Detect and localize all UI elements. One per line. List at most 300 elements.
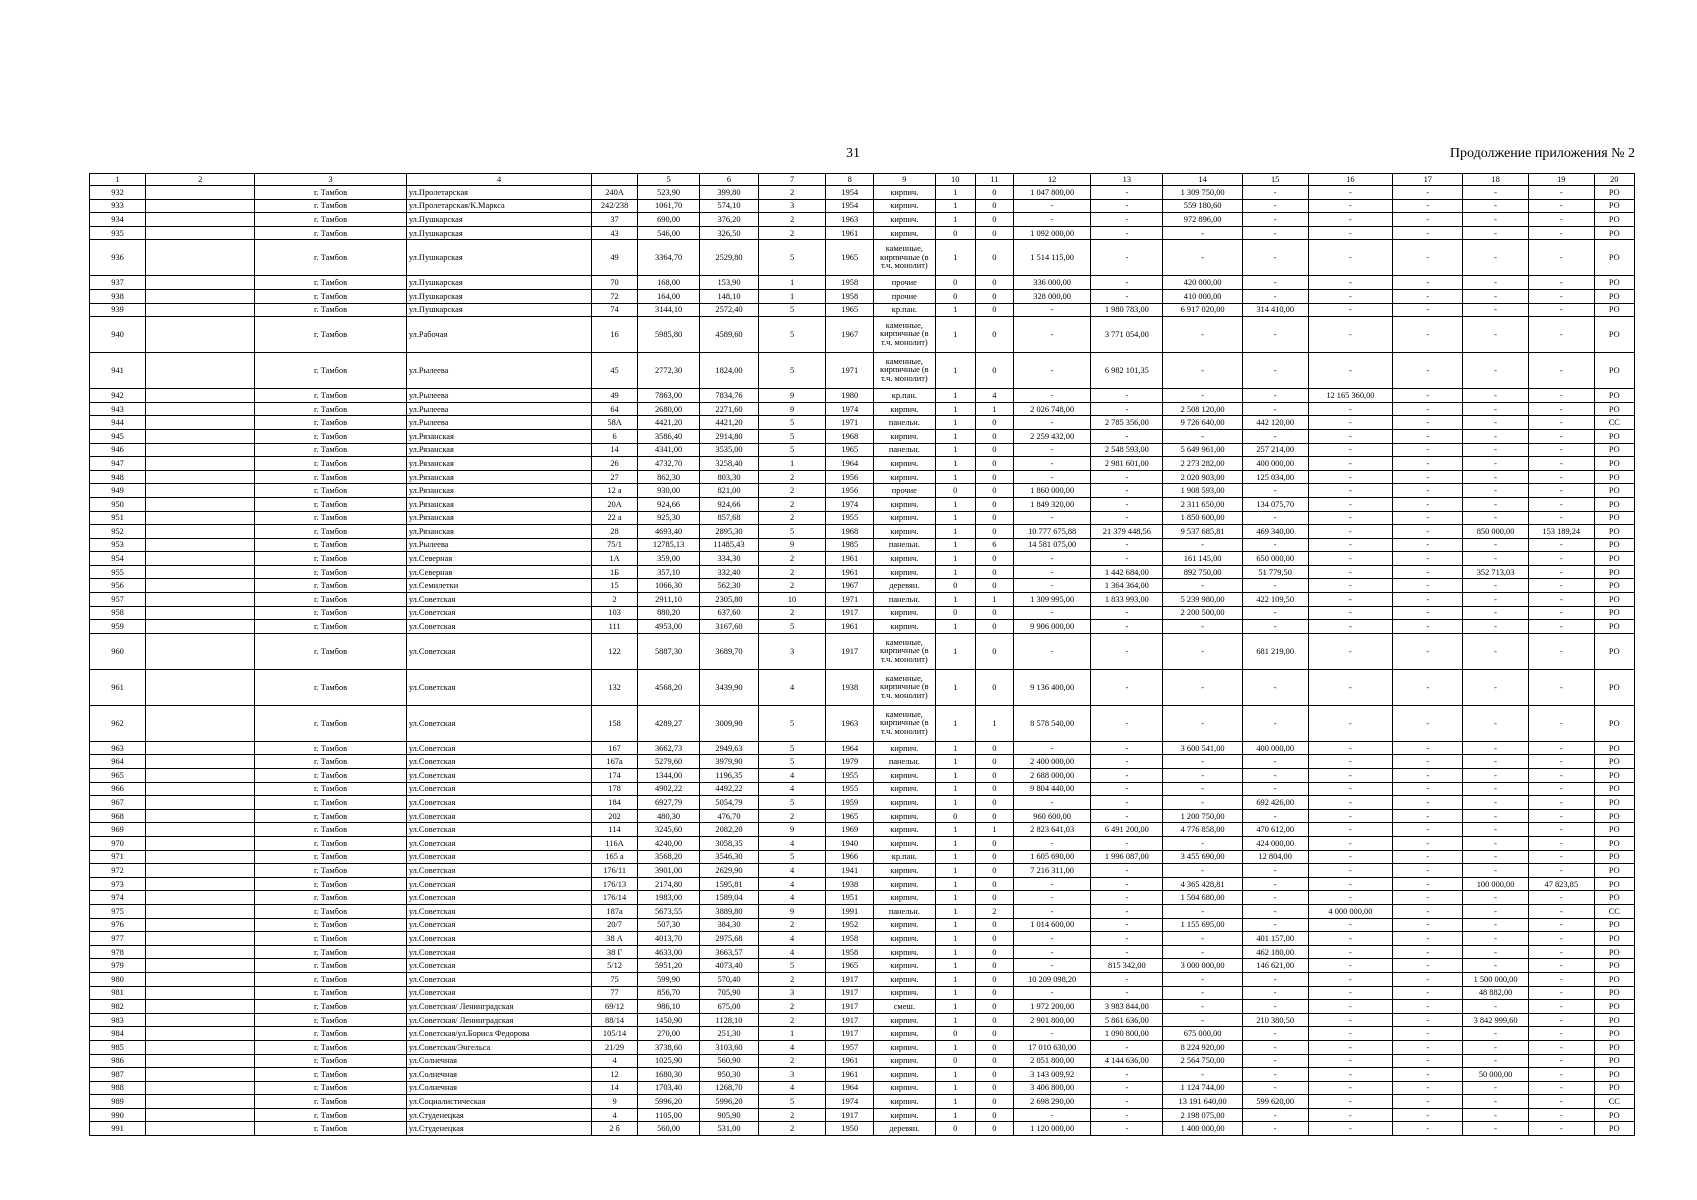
table-cell bbox=[146, 741, 255, 755]
table-cell: РО bbox=[1594, 276, 1634, 290]
table-cell: 9 bbox=[592, 1095, 638, 1109]
table-cell: ул.Советская bbox=[406, 620, 591, 634]
table-cell: 1961 bbox=[826, 226, 874, 240]
table-cell: ул.Советская bbox=[406, 850, 591, 864]
table-cell: 10 777 675,88 bbox=[1013, 525, 1090, 539]
table-cell: 984 bbox=[90, 1027, 146, 1041]
table-cell: - bbox=[1463, 633, 1529, 669]
table-cell: - bbox=[1463, 443, 1529, 457]
table-cell: 77 bbox=[592, 986, 638, 1000]
table-cell: - bbox=[1091, 276, 1163, 290]
table-cell bbox=[146, 457, 255, 471]
table-cell: 1 bbox=[935, 497, 975, 511]
table-cell: - bbox=[1393, 402, 1463, 416]
table-cell: 2 bbox=[758, 1122, 826, 1136]
table-cell bbox=[146, 1081, 255, 1095]
table-cell: - bbox=[1308, 837, 1393, 851]
table-cell: 20А bbox=[592, 497, 638, 511]
table-cell: 963 bbox=[90, 741, 146, 755]
table-cell: 12 bbox=[592, 1068, 638, 1082]
table-cell: 2 051 800,00 bbox=[1013, 1054, 1090, 1068]
table-cell: 5 bbox=[758, 796, 826, 810]
table-cell: 0 bbox=[975, 809, 1013, 823]
table-cell: ул.Советская bbox=[406, 741, 591, 755]
table-cell: 1 bbox=[935, 1000, 975, 1014]
table-cell: - bbox=[1308, 918, 1393, 932]
table-cell: кирпич. bbox=[874, 497, 935, 511]
table-cell: - bbox=[1242, 213, 1308, 227]
table-cell: - bbox=[1308, 705, 1393, 741]
table-cell: 2 400 000,00 bbox=[1013, 755, 1090, 769]
table-cell: - bbox=[1393, 497, 1463, 511]
table-cell: 0 bbox=[975, 891, 1013, 905]
table-cell: 1 155 695,00 bbox=[1163, 918, 1242, 932]
table-cell: СС bbox=[1594, 1095, 1634, 1109]
table-cell: 2 bbox=[758, 1000, 826, 1014]
table-cell: - bbox=[1463, 932, 1529, 946]
table-cell: 1 364 364,00 bbox=[1091, 579, 1163, 593]
table-cell: 1 849 320,00 bbox=[1013, 497, 1090, 511]
table-cell: - bbox=[1242, 705, 1308, 741]
table-cell: - bbox=[1163, 932, 1242, 946]
table-cell: 983 bbox=[90, 1013, 146, 1027]
table-cell: - bbox=[1013, 904, 1090, 918]
table-cell: 941 bbox=[90, 353, 146, 389]
table-cell: РО bbox=[1594, 443, 1634, 457]
table-cell: г. Тамбов bbox=[255, 864, 407, 878]
table-cell: - bbox=[1308, 850, 1393, 864]
table-cell: 1917 bbox=[826, 1108, 874, 1122]
table-cell: 3 771 054,00 bbox=[1091, 317, 1163, 353]
table-cell: кирпич. bbox=[874, 769, 935, 783]
table-cell: - bbox=[1242, 620, 1308, 634]
table-cell: 3 bbox=[758, 1068, 826, 1082]
table-cell: 125 034,00 bbox=[1242, 470, 1308, 484]
table-cell: - bbox=[1463, 186, 1529, 200]
table-cell: - bbox=[1242, 1040, 1308, 1054]
table-cell: 6 bbox=[592, 429, 638, 443]
table-cell: 21/29 bbox=[592, 1040, 638, 1054]
table-cell: - bbox=[1463, 769, 1529, 783]
table-cell: 955 bbox=[90, 565, 146, 579]
table-cell: - bbox=[1308, 877, 1393, 891]
table-cell: 705,90 bbox=[700, 986, 758, 1000]
table-cell: 1Б bbox=[592, 565, 638, 579]
table-cell: 1917 bbox=[826, 986, 874, 1000]
table-cell: кирпич. bbox=[874, 552, 935, 566]
table-cell: ул.Пушкарская bbox=[406, 213, 591, 227]
table-cell: - bbox=[1528, 276, 1594, 290]
table-cell: кирпич. bbox=[874, 972, 935, 986]
table-cell: 1938 bbox=[826, 669, 874, 705]
column-header: 19 bbox=[1528, 174, 1594, 186]
table-cell: 1 bbox=[975, 823, 1013, 837]
table-cell: 1963 bbox=[826, 705, 874, 741]
table-cell: 21 379 448,56 bbox=[1091, 525, 1163, 539]
table-cell: 1595,81 bbox=[700, 877, 758, 891]
table-cell: - bbox=[1308, 353, 1393, 389]
table-cell: 1 bbox=[935, 1040, 975, 1054]
table-cell: 5887,30 bbox=[637, 633, 700, 669]
table-cell: 9 bbox=[758, 538, 826, 552]
table-cell: - bbox=[1308, 443, 1393, 457]
table-cell: - bbox=[1242, 538, 1308, 552]
table-cell: РО bbox=[1594, 850, 1634, 864]
table-cell: 174 bbox=[592, 769, 638, 783]
table-cell: ул.Советская bbox=[406, 809, 591, 823]
table-cell: - bbox=[1393, 389, 1463, 403]
table-cell: - bbox=[1528, 1013, 1594, 1027]
table-cell: РО bbox=[1594, 877, 1634, 891]
table-cell: 45 bbox=[592, 353, 638, 389]
table-cell: - bbox=[1308, 199, 1393, 213]
table-cell: - bbox=[1463, 904, 1529, 918]
table-cell: ул.Рязанская bbox=[406, 511, 591, 525]
table-cell: - bbox=[1528, 199, 1594, 213]
table-cell: 1969 bbox=[826, 823, 874, 837]
table-cell: 5 bbox=[758, 741, 826, 755]
table-cell: 2572,40 bbox=[700, 303, 758, 317]
table-cell: панельн. bbox=[874, 416, 935, 430]
table-cell: кирпич. bbox=[874, 837, 935, 851]
table-cell: - bbox=[1308, 945, 1393, 959]
table-cell: РО bbox=[1594, 823, 1634, 837]
table-cell bbox=[146, 416, 255, 430]
table-cell: 165 а bbox=[592, 850, 638, 864]
table-cell: кирпич. bbox=[874, 525, 935, 539]
table-cell: 72 bbox=[592, 289, 638, 303]
table-cell: 1951 bbox=[826, 891, 874, 905]
table-cell: 1961 bbox=[826, 1054, 874, 1068]
table-cell: - bbox=[1528, 669, 1594, 705]
table-cell: 989 bbox=[90, 1095, 146, 1109]
table-cell: - bbox=[1463, 213, 1529, 227]
table-cell: 1965 bbox=[826, 809, 874, 823]
table-cell: 939 bbox=[90, 303, 146, 317]
column-header: 13 bbox=[1091, 174, 1163, 186]
table-cell: ул.Пушкарская bbox=[406, 276, 591, 290]
table-cell: 0 bbox=[975, 1000, 1013, 1014]
table-cell bbox=[146, 606, 255, 620]
table-cell: 0 bbox=[975, 1108, 1013, 1122]
table-cell: - bbox=[1528, 317, 1594, 353]
table-row bbox=[90, 1027, 1635, 1041]
table-cell: ул.Рязанская bbox=[406, 525, 591, 539]
table-cell: 111 bbox=[592, 620, 638, 634]
table-cell: 0 bbox=[975, 755, 1013, 769]
table-cell: - bbox=[1528, 850, 1594, 864]
table-cell: - bbox=[1091, 769, 1163, 783]
table-cell bbox=[146, 213, 255, 227]
table-cell: 0 bbox=[975, 1027, 1013, 1041]
table-cell: 2 bbox=[758, 497, 826, 511]
table-cell: РО bbox=[1594, 565, 1634, 579]
table-cell: РО bbox=[1594, 796, 1634, 810]
table-cell: - bbox=[1528, 226, 1594, 240]
table-cell: 399,80 bbox=[700, 186, 758, 200]
table-cell: РО bbox=[1594, 932, 1634, 946]
table-cell: 1961 bbox=[826, 565, 874, 579]
table-cell: 936 bbox=[90, 240, 146, 276]
table-cell: - bbox=[1463, 705, 1529, 741]
table-cell: ул.Северная bbox=[406, 552, 591, 566]
table-cell: 815 342,00 bbox=[1091, 959, 1163, 973]
table-cell: 3889,80 bbox=[700, 904, 758, 918]
table-cell: - bbox=[1528, 837, 1594, 851]
table-cell: - bbox=[1308, 552, 1393, 566]
table-cell: 3 842 999,60 bbox=[1463, 1013, 1529, 1027]
table-cell: г. Тамбов bbox=[255, 389, 407, 403]
table-cell: 2 785 356,00 bbox=[1091, 416, 1163, 430]
table-cell: 3 983 844,00 bbox=[1091, 1000, 1163, 1014]
table-cell: - bbox=[1528, 429, 1594, 443]
table-cell: 4 bbox=[758, 669, 826, 705]
table-cell: 16 bbox=[592, 317, 638, 353]
table-cell: - bbox=[1308, 303, 1393, 317]
table-row bbox=[90, 289, 1635, 303]
table-cell: 22 а bbox=[592, 511, 638, 525]
table-cell: 0 bbox=[975, 1081, 1013, 1095]
table-cell: 314 410,00 bbox=[1242, 303, 1308, 317]
table-cell: 4 bbox=[758, 1040, 826, 1054]
table-cell: 968 bbox=[90, 809, 146, 823]
table-cell: 167а bbox=[592, 755, 638, 769]
table-cell: 2 bbox=[758, 1108, 826, 1122]
table-cell: 1 bbox=[935, 1013, 975, 1027]
table-cell: 977 bbox=[90, 932, 146, 946]
table-cell: - bbox=[1091, 877, 1163, 891]
table-cell: - bbox=[1528, 538, 1594, 552]
table-cell: 4 bbox=[758, 945, 826, 959]
table-cell: - bbox=[1091, 1122, 1163, 1136]
table-cell: 3689,70 bbox=[700, 633, 758, 669]
table-cell: - bbox=[1013, 552, 1090, 566]
table-cell: 1974 bbox=[826, 402, 874, 416]
table-cell: кирпич. bbox=[874, 932, 935, 946]
table-cell: 0 bbox=[975, 525, 1013, 539]
table-cell: 5 bbox=[758, 443, 826, 457]
table-cell: 4693,40 bbox=[637, 525, 700, 539]
table-cell: - bbox=[1393, 303, 1463, 317]
table-cell: 1 bbox=[935, 705, 975, 741]
table-cell: кирпич. bbox=[874, 1068, 935, 1082]
table-cell: 0 bbox=[975, 796, 1013, 810]
table-cell: - bbox=[1163, 837, 1242, 851]
table-cell: 1 bbox=[935, 457, 975, 471]
table-cell bbox=[146, 276, 255, 290]
table-cell: - bbox=[1528, 705, 1594, 741]
table-cell: - bbox=[1393, 552, 1463, 566]
table-cell: 4 776 858,00 bbox=[1163, 823, 1242, 837]
table-cell: 0 bbox=[975, 470, 1013, 484]
table-cell: 3 bbox=[758, 199, 826, 213]
column-header: 2 bbox=[146, 174, 255, 186]
table-cell: г. Тамбов bbox=[255, 552, 407, 566]
table-cell: 9 537 685,81 bbox=[1163, 525, 1242, 539]
table-cell: 1 bbox=[935, 891, 975, 905]
table-cell: 184 bbox=[592, 796, 638, 810]
table-cell: - bbox=[1091, 226, 1163, 240]
table-cell bbox=[146, 289, 255, 303]
table-cell: - bbox=[1308, 809, 1393, 823]
table-cell: 70 bbox=[592, 276, 638, 290]
table-cell: кирпич. bbox=[874, 199, 935, 213]
table-cell: 1 bbox=[935, 620, 975, 634]
table-cell bbox=[146, 972, 255, 986]
table-cell: 934 bbox=[90, 213, 146, 227]
column-header: 20 bbox=[1594, 174, 1634, 186]
table-cell: г. Тамбов bbox=[255, 1040, 407, 1054]
table-cell: 2 bbox=[758, 470, 826, 484]
table-cell: - bbox=[1393, 276, 1463, 290]
table-cell: 5996,20 bbox=[700, 1095, 758, 1109]
table-cell: - bbox=[1393, 511, 1463, 525]
table-cell: 0 bbox=[975, 429, 1013, 443]
table-row bbox=[90, 606, 1635, 620]
table-cell: 3 455 690,00 bbox=[1163, 850, 1242, 864]
table-cell: - bbox=[1013, 565, 1090, 579]
table-cell: 4 bbox=[592, 1108, 638, 1122]
table-cell: - bbox=[1393, 429, 1463, 443]
table-cell: 3979,90 bbox=[700, 755, 758, 769]
table-cell: РО bbox=[1594, 769, 1634, 783]
table-cell: прочие bbox=[874, 276, 935, 290]
table-cell: 1 bbox=[935, 593, 975, 607]
table-cell: 3 000 000,00 bbox=[1163, 959, 1242, 973]
table-cell: г. Тамбов bbox=[255, 633, 407, 669]
table-cell: 1 bbox=[935, 769, 975, 783]
table-cell: 944 bbox=[90, 416, 146, 430]
table-cell bbox=[146, 525, 255, 539]
table-row bbox=[90, 565, 1635, 579]
table-cell: 1967 bbox=[826, 579, 874, 593]
table-cell: РО bbox=[1594, 552, 1634, 566]
table-row bbox=[90, 186, 1635, 200]
table-cell: - bbox=[1091, 389, 1163, 403]
table-cell: 4492,22 bbox=[700, 782, 758, 796]
table-cell: г. Тамбов bbox=[255, 809, 407, 823]
table-cell: 176/14 bbox=[592, 891, 638, 905]
table-cell: 8 224 920,00 bbox=[1163, 1040, 1242, 1054]
table-cell: деревян. bbox=[874, 1122, 935, 1136]
table-cell: - bbox=[1463, 552, 1529, 566]
table-cell: 1958 bbox=[826, 289, 874, 303]
table-cell: 599,90 bbox=[637, 972, 700, 986]
table-cell: 2 bbox=[758, 186, 826, 200]
table-cell: 5 bbox=[758, 850, 826, 864]
table-cell: 4289,27 bbox=[637, 705, 700, 741]
table-cell: кр.пан. bbox=[874, 850, 935, 864]
table-cell: 2 bbox=[758, 511, 826, 525]
table-cell: 2 bbox=[758, 579, 826, 593]
table-cell: кирпич. bbox=[874, 1027, 935, 1041]
table-cell: - bbox=[1013, 796, 1090, 810]
table-cell: ул.Рязанская bbox=[406, 443, 591, 457]
table-cell bbox=[146, 782, 255, 796]
table-cell: - bbox=[1393, 1068, 1463, 1082]
table-cell: 0 bbox=[975, 199, 1013, 213]
table-cell: 1 850 600,00 bbox=[1163, 511, 1242, 525]
table-cell: - bbox=[1091, 511, 1163, 525]
table-cell: - bbox=[1528, 1122, 1594, 1136]
table-cell: 1950 bbox=[826, 1122, 874, 1136]
table-cell: - bbox=[1393, 470, 1463, 484]
table-cell: 3 600 541,00 bbox=[1163, 741, 1242, 755]
table-cell: 0 bbox=[935, 809, 975, 823]
table-cell: - bbox=[1308, 1122, 1393, 1136]
table-cell: - bbox=[1013, 891, 1090, 905]
table-cell: 987 bbox=[90, 1068, 146, 1082]
table-cell: - bbox=[1308, 864, 1393, 878]
table-cell: 1956 bbox=[826, 484, 874, 498]
table-cell: - bbox=[1091, 1081, 1163, 1095]
table-cell: 164,00 bbox=[637, 289, 700, 303]
table-cell: 1952 bbox=[826, 918, 874, 932]
table-cell: 1 bbox=[975, 593, 1013, 607]
table-cell: кирпич. bbox=[874, 1040, 935, 1054]
table-cell: 2 698 290,00 bbox=[1013, 1095, 1090, 1109]
table-cell: кирпич. bbox=[874, 959, 935, 973]
table-cell: кр.пан. bbox=[874, 303, 935, 317]
table-cell bbox=[146, 470, 255, 484]
table-cell: 546,00 bbox=[637, 226, 700, 240]
table-cell: 2 bbox=[758, 606, 826, 620]
table-cell: - bbox=[1393, 1081, 1463, 1095]
table-cell: - bbox=[1528, 389, 1594, 403]
table-cell: 1 bbox=[935, 538, 975, 552]
table-cell: 1917 bbox=[826, 1027, 874, 1041]
table-cell: 14 bbox=[592, 1081, 638, 1095]
table-cell: 0 bbox=[975, 289, 1013, 303]
table-cell: 1938 bbox=[826, 877, 874, 891]
table-cell: - bbox=[1163, 755, 1242, 769]
table-cell: - bbox=[1163, 240, 1242, 276]
table-cell: - bbox=[1242, 972, 1308, 986]
table-cell: 0 bbox=[975, 782, 1013, 796]
table-cell: 470 612,00 bbox=[1242, 823, 1308, 837]
table-cell: 1 bbox=[935, 904, 975, 918]
table-cell: - bbox=[1013, 945, 1090, 959]
table-cell: 979 bbox=[90, 959, 146, 973]
table-cell: 3586,40 bbox=[637, 429, 700, 443]
table-cell: - bbox=[1308, 579, 1393, 593]
table-cell: 1 bbox=[935, 416, 975, 430]
table-row bbox=[90, 1122, 1635, 1136]
table-cell: г. Тамбов bbox=[255, 199, 407, 213]
table-cell: - bbox=[1242, 918, 1308, 932]
table-cell: - bbox=[1393, 809, 1463, 823]
table-cell: 954 bbox=[90, 552, 146, 566]
table-cell: - bbox=[1528, 1040, 1594, 1054]
table-cell: - bbox=[1163, 769, 1242, 783]
table-cell: 13 191 640,00 bbox=[1163, 1095, 1242, 1109]
table-cell: - bbox=[1091, 891, 1163, 905]
table-cell: 47 823,85 bbox=[1528, 877, 1594, 891]
table-cell: 11485,43 bbox=[700, 538, 758, 552]
table-cell: 3 bbox=[758, 986, 826, 1000]
table-cell: - bbox=[1463, 741, 1529, 755]
table-cell: 0 bbox=[975, 972, 1013, 986]
column-header: 18 bbox=[1463, 174, 1529, 186]
table-cell: 14 bbox=[592, 443, 638, 457]
column-header: 17 bbox=[1393, 174, 1463, 186]
table-cell: 10 bbox=[758, 593, 826, 607]
table-cell: 251,30 bbox=[700, 1027, 758, 1041]
table-cell bbox=[146, 796, 255, 810]
table-cell: г. Тамбов bbox=[255, 470, 407, 484]
table-cell: 5 649 961,00 bbox=[1163, 443, 1242, 457]
table-cell: РО bbox=[1594, 809, 1634, 823]
